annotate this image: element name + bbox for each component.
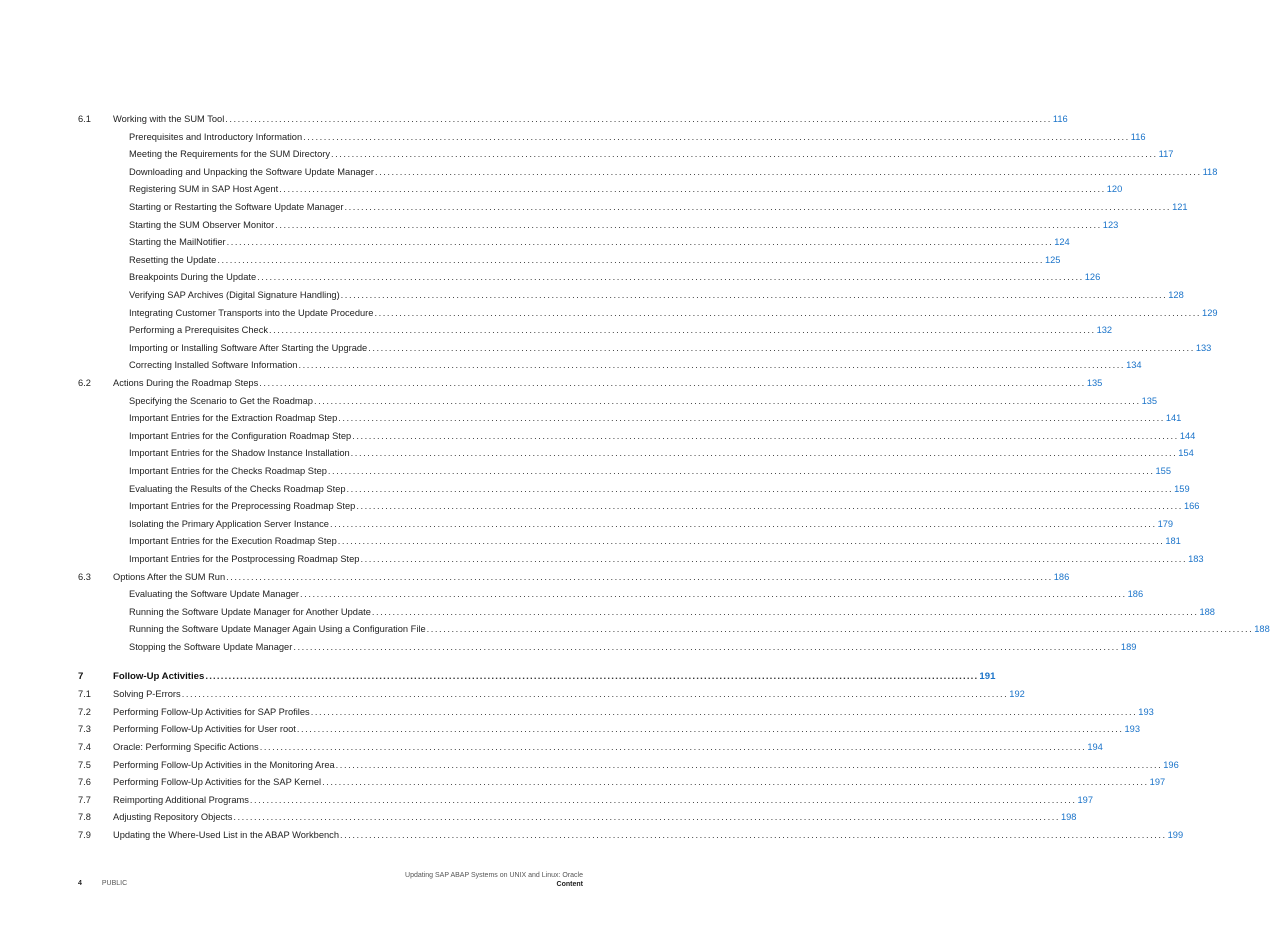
toc-entry-title[interactable]: Isolating the Primary Application Server Instance: [129, 518, 329, 529]
toc-entry-title[interactable]: Verifying SAP Archives (Digital Signature Handling): [129, 290, 340, 300]
toc-entry[interactable]: [78, 288, 1184, 302]
toc-entry-title[interactable]: Follow-Up Activities: [113, 670, 205, 682]
toc-entry-title[interactable]: Performing Follow-Up Activities in the Monitoring Area: [113, 759, 335, 770]
toc-entry[interactable]: [78, 722, 1141, 736]
toc-page-link[interactable]: 166: [1183, 501, 1200, 512]
toc-entry[interactable]: [78, 130, 1146, 144]
toc-dot-leader: ........................................................................................................................................................................................................: [340, 290, 1168, 300]
footer-page-number: 4: [78, 880, 82, 887]
toc-entry-title[interactable]: Updating the Where-Used List in the ABAP Workbench: [113, 830, 340, 840]
toc-dot-leader: ........................................................................................................................................................................................................: [259, 742, 1087, 752]
toc-entry-title[interactable]: Reimporting Additional Programs: [113, 794, 249, 805]
toc-entry-title[interactable]: Performing a Prerequisites Check: [129, 325, 268, 336]
toc-dot-leader: ........................................................................................................................................................................................................: [374, 166, 1202, 177]
toc-entry-title[interactable]: Registering SUM in SAP Host Agent: [129, 184, 279, 195]
toc-entry[interactable]: [78, 499, 1200, 513]
toc-entry-title[interactable]: Performing Follow-Up Activities for SAP Profiles: [113, 706, 310, 717]
toc-entry-number: 6.1: [78, 114, 91, 124]
toc-dot-leader: ........................................................................................................................................................................................................: [327, 466, 1155, 476]
toc-entry[interactable]: [78, 112, 1068, 126]
toc-dot-leader: ........................................................................................................................................................................................................: [346, 483, 1174, 494]
toc-entry[interactable]: [78, 605, 1215, 619]
toc-dot-leader: ........................................................................................................................................................................................................: [426, 624, 1254, 635]
toc-entry[interactable]: [78, 235, 1070, 249]
toc-dot-leader: ........................................................................................................................................................................................................: [340, 830, 1167, 840]
toc-page-link[interactable]: 125: [1044, 254, 1061, 265]
toc-entry-number: 7.6: [78, 777, 91, 788]
toc-entry-title[interactable]: Important Entries for the Checks Roadmap Step: [129, 466, 327, 476]
toc-dot-leader: ........................................................................................................................................................................................................: [233, 812, 1060, 823]
toc-dot-leader: ........................................................................................................................................................................................................: [269, 325, 1096, 336]
toc-entry[interactable]: [78, 165, 1218, 179]
toc-dot-leader: ........................................................................................................................................................................................................: [350, 448, 1178, 459]
toc-page-link[interactable]: 135: [1086, 378, 1103, 388]
toc-page-link[interactable]: 116: [1130, 131, 1146, 142]
toc-page-link[interactable]: 194: [1087, 742, 1103, 752]
toc-entry-title[interactable]: Correcting Installed Software Information: [129, 360, 298, 371]
toc-entry-title[interactable]: Adjusting Repository Objects: [113, 812, 233, 823]
toc-entry[interactable]: [78, 200, 1188, 214]
toc-entry-number: 6.2: [78, 378, 91, 388]
toc-entry-number: 6.3: [78, 571, 91, 582]
toc-entry[interactable]: [78, 182, 1123, 196]
toc-page-link[interactable]: 154: [1178, 448, 1194, 459]
toc-dot-leader: ........................................................................................................................................................................................................: [337, 536, 1165, 547]
toc-entry-title[interactable]: Importing or Installing Software After Starting the Upgrade: [129, 342, 368, 353]
toc-dot-leader: ........................................................................................................................................................................................................: [217, 254, 1044, 265]
toc-entry-title[interactable]: Important Entries for the Execution Roadmap Step: [129, 536, 337, 547]
toc-dot-leader: ........................................................................................................................................................................................................: [225, 114, 1052, 124]
toc-dot-leader: ........................................................................................................................................................................................................: [371, 606, 1199, 617]
toc-entry-title[interactable]: Important Entries for the Extraction Roadmap Step: [129, 413, 338, 424]
toc-page-link[interactable]: 129: [1202, 307, 1218, 318]
toc-entry-number: 7.3: [78, 724, 91, 735]
footer-section: Content: [556, 881, 583, 888]
toc-entry[interactable]: [78, 828, 1184, 842]
toc-entry-number: 7.4: [78, 742, 91, 752]
toc-page-link[interactable]: 197: [1149, 777, 1166, 788]
footer-document-title: Updating SAP ABAP Systems on UNIX and Linux: Oracle: [405, 872, 583, 879]
toc-page-link[interactable]: 141: [1165, 413, 1182, 424]
toc-dot-leader: ........................................................................................................................................................................................................: [360, 554, 1188, 564]
toc-entry-title[interactable]: Solving P-Errors: [113, 689, 181, 700]
toc-dot-leader: ........................................................................................................................................................................................................: [331, 149, 1158, 160]
toc-entry[interactable]: [78, 517, 1174, 531]
footer-classification: PUBLIC: [101, 880, 128, 887]
toc-page-link[interactable]: 135: [1141, 395, 1158, 406]
toc-entry[interactable]: [78, 270, 1101, 284]
toc-dot-leader: ........................................................................................................................................................................................................: [279, 184, 1106, 195]
toc-entry-title[interactable]: Breakpoints During the Update: [129, 272, 257, 283]
toc-entry[interactable]: [78, 640, 1137, 654]
toc-entry[interactable]: [78, 622, 1270, 636]
footer-right: [405, 871, 583, 889]
toc-page-link[interactable]: 186: [1127, 589, 1144, 600]
toc-page-link[interactable]: 192: [1009, 689, 1025, 700]
toc-dot-leader: ........................................................................................................................................................................................................: [313, 395, 1141, 406]
toc-entry-title[interactable]: Actions During the Roadmap Steps: [113, 378, 259, 388]
toc-entry-title[interactable]: Stopping the Software Update Manager: [129, 642, 293, 652]
toc-entry-title[interactable]: Starting the SUM Observer Monitor: [129, 219, 275, 230]
toc-page-link[interactable]: 144: [1179, 430, 1196, 441]
toc-dot-leader: ........................................................................................................................................................................................................: [226, 237, 1054, 248]
toc-dot-leader: ........................................................................................................................................................................................................: [303, 131, 1130, 142]
toc-entry-title[interactable]: Working with the SUM Tool: [113, 114, 225, 124]
toc-entry[interactable]: [78, 446, 1194, 460]
toc-page-link[interactable]: 126: [1084, 272, 1101, 283]
toc-page-link[interactable]: 179: [1157, 518, 1174, 529]
toc-dot-leader: ........................................................................................................................................................................................................: [322, 777, 1149, 788]
toc-entry-title[interactable]: Prerequisites and Introductory Information: [129, 131, 303, 142]
toc-entry[interactable]: [78, 758, 1179, 772]
toc-entry[interactable]: [78, 341, 1212, 355]
toc-entry-number: 7: [78, 670, 84, 682]
toc-page-link[interactable]: 123: [1102, 219, 1119, 230]
toc-entry[interactable]: [78, 323, 1113, 337]
toc-page-link[interactable]: 155: [1155, 466, 1172, 476]
toc-entry-title[interactable]: Performing Follow-Up Activities for User root: [113, 724, 296, 735]
toc-entry[interactable]: [78, 570, 1070, 584]
toc-page-link[interactable]: 183: [1188, 554, 1204, 564]
toc-dot-leader: ........................................................................................................................................................................................................: [296, 724, 1124, 735]
toc-page-link[interactable]: 193: [1138, 706, 1154, 717]
toc-entry[interactable]: [78, 253, 1061, 267]
toc-page-link[interactable]: 199: [1167, 830, 1184, 840]
toc-entry-title[interactable]: Options After the SUM Run: [113, 571, 226, 582]
toc-dot-leader: ........................................................................................................................................................................................................: [329, 518, 1157, 529]
toc-dot-leader: ........................................................................................................................................................................................................: [335, 759, 1163, 770]
toc-dot-leader: ........................................................................................................................................................................................................: [249, 794, 1077, 805]
toc-entry[interactable]: [78, 464, 1172, 478]
toc-page-link[interactable]: 188: [1254, 624, 1270, 635]
toc-dot-leader: ........................................................................................................................................................................................................: [344, 202, 1172, 212]
toc-dot-leader: ........................................................................................................................................................................................................: [259, 378, 1086, 388]
toc-entry-title[interactable]: Meeting the Requirements for the SUM Directory: [129, 149, 330, 160]
toc-entry-title[interactable]: Oracle: Performing Specific Actions: [113, 742, 259, 752]
toc-dot-leader: ........................................................................................................................................................................................................: [310, 706, 1138, 717]
toc-entry-number: 7.5: [78, 759, 91, 770]
toc-page-link[interactable]: 116: [1052, 114, 1068, 124]
toc-entry-title[interactable]: Important Entries for the Preprocessing Roadmap Step: [129, 501, 356, 512]
toc-entry-title[interactable]: Evaluating the Software Update Manager: [129, 589, 300, 600]
toc-entry[interactable]: [78, 411, 1182, 425]
toc-page-link[interactable]: 197: [1077, 794, 1094, 805]
toc-dot-leader: ........................................................................................................................................................................................................: [293, 642, 1120, 652]
toc-page-link[interactable]: 132: [1096, 325, 1113, 336]
toc-entry-title[interactable]: Resetting the Update: [129, 254, 217, 265]
toc-page-link[interactable]: 191: [979, 670, 996, 682]
toc-entry[interactable]: [78, 534, 1181, 548]
toc-entry-title[interactable]: Performing Follow-Up Activities for the SAP Kernel: [113, 777, 322, 788]
toc-dot-leader: ........................................................................................................................................................................................................: [338, 413, 1165, 424]
toc-page-link[interactable]: 198: [1060, 812, 1077, 823]
toc-page-link[interactable]: 196: [1163, 759, 1179, 770]
toc-entry[interactable]: [78, 429, 1196, 443]
toc-page-link[interactable]: 124: [1054, 237, 1070, 248]
toc-dot-leader: ........................................................................................................................................................................................................: [368, 342, 1195, 353]
toc-page-link[interactable]: 128: [1168, 290, 1184, 300]
toc-entry-title[interactable]: Running the Software Update Manager Again Using a Configuration File: [129, 624, 426, 635]
toc-entry-title[interactable]: Important Entries for the Shadow Instance Installation: [129, 448, 350, 459]
toc-page-link[interactable]: 181: [1165, 536, 1181, 547]
toc-entry[interactable]: [78, 552, 1204, 566]
toc-page-link[interactable]: 133: [1195, 342, 1212, 353]
toc-page-link[interactable]: 188: [1199, 606, 1215, 617]
toc-entry[interactable]: [78, 147, 1174, 161]
toc-dot-leader: ........................................................................................................................................................................................................: [352, 430, 1179, 441]
toc-dot-leader: ........................................................................................................................................................................................................: [300, 589, 1127, 600]
toc-entry-title[interactable]: Starting the MailNotifier: [129, 237, 226, 248]
toc-entry-number: 7.1: [78, 689, 91, 700]
toc-entry-title[interactable]: Running the Software Update Manager for Another Update: [129, 606, 371, 617]
toc-dot-leader: ........................................................................................................................................................................................................: [205, 670, 979, 682]
toc-entry[interactable]: [78, 705, 1154, 719]
toc-page-link[interactable]: 118: [1202, 166, 1218, 177]
toc-entry-title[interactable]: Specifying the Scenario to Get the Roadmap: [129, 395, 313, 406]
toc-entry-title[interactable]: Important Entries for the Configuration Roadmap Step: [129, 430, 352, 441]
toc-entry[interactable]: [78, 358, 1142, 372]
toc-page-link[interactable]: 134: [1126, 360, 1142, 371]
toc-entry[interactable]: [78, 687, 1025, 701]
toc-dot-leader: ........................................................................................................................................................................................................: [181, 689, 1009, 700]
toc-page-link[interactable]: 186: [1053, 571, 1070, 582]
toc-entry-number: 7.8: [78, 812, 91, 823]
toc-entry-title[interactable]: Downloading and Unpacking the Software Update Manager: [129, 166, 374, 177]
toc-entry[interactable]: [78, 793, 1094, 807]
toc-dot-leader: ........................................................................................................................................................................................................: [257, 272, 1084, 283]
toc-page-link[interactable]: 193: [1124, 724, 1141, 735]
toc-page-link[interactable]: 121: [1172, 202, 1188, 212]
toc-entry-number: 7.9: [78, 830, 91, 840]
toc-entry[interactable]: [78, 775, 1166, 789]
toc-entry-number: 7.7: [78, 794, 91, 805]
toc-page-link[interactable]: 189: [1120, 642, 1137, 652]
toc-entry[interactable]: [78, 306, 1218, 320]
toc-chapter-entry[interactable]: [78, 670, 996, 684]
toc-entry-title[interactable]: Integrating Customer Transports into the Update Procedure: [129, 307, 374, 318]
toc-dot-leader: ........................................................................................................................................................................................................: [374, 307, 1202, 318]
footer-left: [78, 880, 127, 887]
toc-dot-leader: ........................................................................................................................................................................................................: [226, 571, 1053, 582]
toc-dot-leader: ........................................................................................................................................................................................................: [356, 501, 1183, 512]
toc-entry-number: 7.2: [78, 706, 91, 717]
toc-dot-leader: ........................................................................................................................................................................................................: [275, 219, 1102, 230]
toc-entry[interactable]: [78, 394, 1158, 408]
toc-dot-leader: ........................................................................................................................................................................................................: [298, 360, 1126, 371]
toc-page-link[interactable]: 117: [1158, 149, 1174, 160]
toc-entry[interactable]: [78, 482, 1190, 496]
toc-entry-title[interactable]: Evaluating the Results of the Checks Roadmap Step: [129, 483, 346, 494]
toc-page-link[interactable]: 120: [1106, 184, 1123, 195]
toc-entry[interactable]: [78, 587, 1144, 601]
toc-entry-title[interactable]: Starting or Restarting the Software Update Manager: [129, 202, 344, 212]
toc-entry-title[interactable]: Important Entries for the Postprocessing Roadmap Step: [129, 554, 360, 564]
toc-page-link[interactable]: 159: [1174, 483, 1190, 494]
toc-entry[interactable]: [78, 218, 1119, 232]
toc-entry[interactable]: [78, 740, 1103, 754]
toc-entry[interactable]: [78, 810, 1077, 824]
toc-entry[interactable]: [78, 376, 1103, 390]
